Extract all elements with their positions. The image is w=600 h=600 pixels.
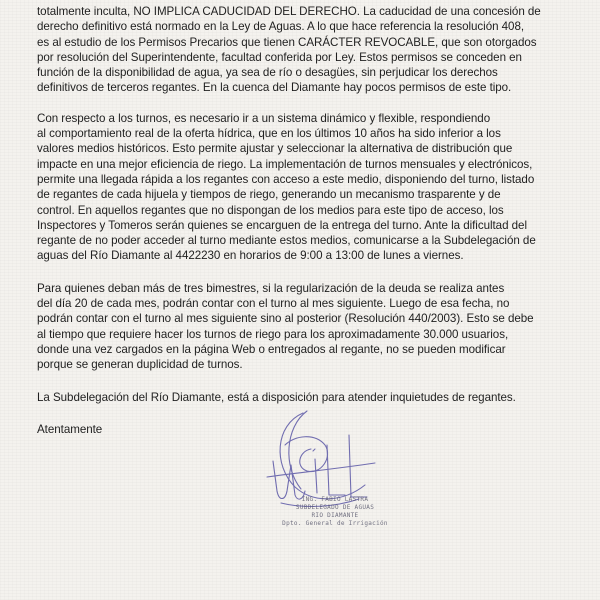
text-line: valores medios históricos. Esto permite ajustar y seleccionar la alternativa de distribución que <box>37 142 513 156</box>
paragraph-availability <box>37 390 567 405</box>
text-line: podrán contar con el turno al mes siguiente sino al posterior (Resolución 440/2003). Esto se debe <box>37 312 534 326</box>
text-line: al tiempo que requiere hacer los turnos de riego para los aproximadamente 30.000 usuarios, <box>37 327 509 341</box>
text-line: definitivos de terceros regantes. En la cuenca del Diamante hay pocos permisos de este tipo. <box>37 81 512 95</box>
official-stamp <box>270 496 400 528</box>
paragraph-turns <box>37 111 567 264</box>
text-line: donde una vez cargados en la página Web o entregados al regante, no se pueden modificar <box>37 342 506 356</box>
text-line: permite una llegada rápida a los regantes con acceso a este medio, disponiendo del turno, listado <box>37 172 535 186</box>
closing-salutation: Atentamente <box>37 422 103 436</box>
paragraph-concession-rights <box>37 4 567 96</box>
text-line: porque se generan duplicidad de turnos. <box>37 358 243 372</box>
text-line: Para quienes deban más de tres bimestres, si la regularización de la deuda se realiza antes <box>37 281 505 295</box>
text-line: impacte en una mejor eficiencia de riego. La implementación de turnos mensuales y electrónicos, <box>37 157 533 171</box>
text-line: función de la disponibilidad de agua, ya sea de río o desagües, sin perjudicar los derechos <box>37 66 498 80</box>
text-line: de regantes de cada hijuela y tiempos de riego, generando un mecanismo trasparente y de <box>37 188 501 202</box>
stamp-line: ING. FABIO LASTRA <box>301 496 369 503</box>
text-line: Inspectores y Tomeros serán quienes se encarguen de la entrega del turno. Ante la dificultad del <box>37 218 527 232</box>
text-line: es al estudio de los Permisos Precarios que tienen CARÁCTER REVOCABLE, que son otorgados <box>37 35 537 49</box>
text-line: aguas del Río Diamante al 4422230 en horarios de 9:00 a 13:00 de lunes a viernes. <box>37 249 464 263</box>
text-line: regante de no poder acceder al turno mediante estos medios, comunicarse a la Subdelegación de <box>37 234 536 248</box>
signature-stamp <box>255 405 415 545</box>
text-line: por resolución del Superintendente, facultad conferida por Ley. Estos permisos se conceden en <box>37 50 522 64</box>
stamp-line: Dpto. General de Irrigación <box>282 520 388 527</box>
letter-body <box>37 4 567 454</box>
text-line: control. En aquellos regantes que no dispongan de los medios para este tipo de acceso, los <box>37 203 504 217</box>
text-line: totalmente inculta, NO IMPLICA CADUCIDAD DEL DERECHO. La caducidad de una concesión de <box>37 5 541 18</box>
text-line: Con respecto a los turnos, es necesario ir a un sistema dinámico y flexible, respondiendo <box>37 111 491 125</box>
stamp-line: SUBDELEGADO DE AGUAS <box>295 504 375 511</box>
text-line: del día 20 de cada mes, podrán contar con el turno al mes siguiente. Luego de esa fecha, no <box>37 297 510 311</box>
text-line: derecho definitivo está normado en la Ley de Aguas. A lo que hace referencia la resolución 408, <box>37 20 525 34</box>
text-line: La Subdelegación del Río Diamante, está a disposición para atender inquietudes de regantes. <box>37 390 516 404</box>
stamp-line: RIO DIAMANTE <box>311 512 359 519</box>
text-line: al comportamiento real de la oferta hídrica, que en los últimos 10 años ha sido inferior a los <box>37 127 501 141</box>
paragraph-debt <box>37 281 567 373</box>
